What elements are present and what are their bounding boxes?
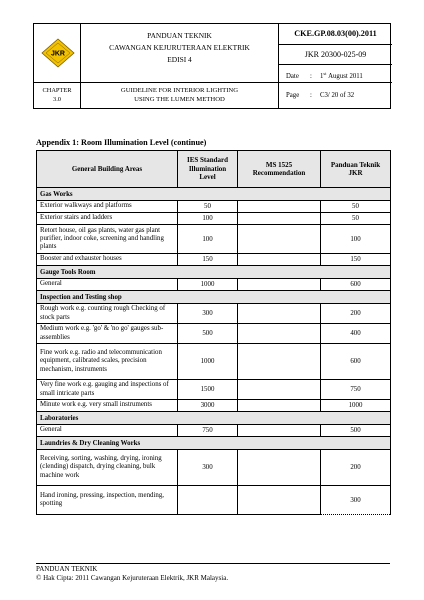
ies-value-cell: 500 [178, 324, 238, 344]
ms1525-value-cell [238, 225, 321, 254]
jkr-value-cell: 100 [321, 225, 391, 254]
page-field [279, 83, 392, 108]
appendix-title: Appendix 1: Room Illumination Level (continue) [36, 138, 207, 147]
area-cell: Receiving, sorting, washing, drying, ironing (clending) dispatch, drying cleaning, bulk machine work [37, 450, 178, 486]
ies-value-cell: 100 [178, 225, 238, 254]
document-code: CKE.GP.08.03(00).2011 [279, 24, 392, 45]
area-cell: Minute work e.g. very small instruments [37, 400, 178, 412]
table-body [37, 188, 391, 515]
jkr-value-cell: 750 [321, 380, 391, 400]
table-row [37, 324, 391, 344]
ms1525-value-cell [238, 486, 321, 515]
area-cell: Retort house, oil gas plants, water gas plant purifier, indoor coke, screening and handling plants [37, 225, 178, 254]
logo-text: JKR [50, 50, 66, 58]
ies-value-cell: 300 [178, 304, 238, 324]
area-cell: Hand ironing, pressing, inspection, mending, spotting [37, 486, 178, 515]
ms1525-value-cell [238, 380, 321, 400]
area-cell: Rough work e.g. counting rough Checking of stock parts [37, 304, 178, 324]
ms1525-value-cell [238, 254, 321, 266]
ies-value-cell [178, 486, 238, 515]
table-row [37, 425, 391, 437]
jkr-value-cell: 200 [321, 304, 391, 324]
jkr-value-cell: 600 [321, 344, 391, 380]
table-row [37, 254, 391, 266]
section-row [37, 291, 391, 304]
title-line: EDISI 4 [167, 55, 192, 64]
date-rest: August 2011 [328, 73, 363, 80]
guideline-title [81, 83, 279, 108]
jkr-value-cell: 300 [321, 486, 391, 515]
jkr-value-cell: 500 [321, 425, 391, 437]
footer-divider [36, 563, 390, 564]
jkr-value-cell: 600 [321, 279, 391, 291]
ies-value-cell: 1000 [178, 344, 238, 380]
footer-copyright: © Hak Cipta: 2011 Cawangan Kejuruteraan Elektrik, JKR Malaysia. [36, 573, 229, 582]
ies-value-cell: 150 [178, 254, 238, 266]
area-cell: Booster and exhauster houses [37, 254, 178, 266]
document-header [33, 23, 391, 109]
area-cell: Medium work e.g. 'go' & 'no go' gauges sub-assemblies [37, 324, 178, 344]
jkr-value-cell: 1000 [321, 400, 391, 412]
section-row [37, 412, 391, 425]
table-row [37, 450, 391, 486]
logo-cell [34, 24, 81, 83]
table-row [37, 304, 391, 324]
date-label: Date [286, 73, 299, 80]
section-row [37, 437, 391, 450]
jkr-value-cell: 200 [321, 450, 391, 486]
date-day: 1 [320, 73, 324, 80]
chapter-number: 3.0 [53, 96, 61, 103]
chapter-label: CHAPTER [42, 87, 72, 94]
ms1525-value-cell [238, 400, 321, 412]
jkr-reference: JKR 20300-025-09 [279, 45, 392, 65]
column-header-area: General Building Areas [37, 151, 178, 188]
section-row [37, 188, 391, 201]
table-header-row [37, 151, 391, 188]
table-row [37, 201, 391, 213]
area-cell: Exterior stairs and ladders [37, 213, 178, 225]
ms1525-value-cell [238, 213, 321, 225]
page-value: C3/ 20 of 32 [320, 92, 355, 99]
jkr-logo-icon [41, 38, 75, 68]
chapter-field [34, 83, 81, 108]
ies-value-cell: 50 [178, 201, 238, 213]
ms1525-value-cell [238, 324, 321, 344]
area-cell: Very fine work e.g. gauging and inspections of small intricate parts [37, 380, 178, 400]
jkr-value-cell: 50 [321, 201, 391, 213]
illumination-table [36, 150, 391, 515]
colon: : [310, 92, 312, 99]
footer-title: PANDUAN TEKNIK [36, 565, 98, 573]
table-row [37, 486, 391, 515]
ies-value-cell: 3000 [178, 400, 238, 412]
ms1525-value-cell [238, 279, 321, 291]
guideline-line: USING THE LUMEN METHOD [134, 96, 225, 103]
table-row [37, 400, 391, 412]
ies-value-cell: 1500 [178, 380, 238, 400]
section-title: Inspection and Testing shop [37, 291, 391, 304]
guideline-line: GUIDELINE FOR INTERIOR LIGHTING [120, 87, 239, 94]
ms1525-value-cell [238, 344, 321, 380]
area-cell: Exterior walkways and platforms [37, 201, 178, 213]
colon: : [310, 73, 312, 80]
ies-value-cell: 100 [178, 213, 238, 225]
ies-value-cell: 300 [178, 450, 238, 486]
area-cell: Fine work e.g. radio and telecommunication equipment, calibrated scales, precision mechanism, instruments [37, 344, 178, 380]
ies-value-cell: 750 [178, 425, 238, 437]
section-title: Gauge Tools Room [37, 266, 391, 279]
table-row [37, 344, 391, 380]
ms1525-value-cell [238, 201, 321, 213]
date-field [279, 65, 392, 83]
date-suffix: st [323, 71, 327, 76]
table-row [37, 380, 391, 400]
jkr-value-cell: 400 [321, 324, 391, 344]
table-row [37, 225, 391, 254]
section-title: Laboratories [37, 412, 391, 425]
ms1525-value-cell [238, 425, 321, 437]
page-label: Page [286, 92, 300, 99]
table-row [37, 279, 391, 291]
ies-value-cell: 1000 [178, 279, 238, 291]
ms1525-value-cell [238, 304, 321, 324]
area-cell: General [37, 425, 178, 437]
section-title: Laundries & Dry Cleaning Works [37, 437, 391, 450]
column-header-jkr: Panduan Teknik JKR [321, 151, 391, 188]
section-title: Gas Works [37, 188, 391, 201]
area-cell: General [37, 279, 178, 291]
column-header-ms1525: MS 1525 Recommendation [238, 151, 321, 188]
section-row [37, 266, 391, 279]
ms1525-value-cell [238, 450, 321, 486]
title-line: PANDUAN TEKNIK [147, 31, 212, 40]
page-footer [36, 565, 228, 582]
jkr-value-cell: 50 [321, 213, 391, 225]
jkr-value-cell: 150 [321, 254, 391, 266]
title-line: CAWANGAN KEJURUTERAAN ELEKTRIK [109, 43, 250, 52]
table-row [37, 213, 391, 225]
column-header-ies: IES Standard Illumination Level [178, 151, 238, 188]
publication-title [81, 24, 279, 83]
